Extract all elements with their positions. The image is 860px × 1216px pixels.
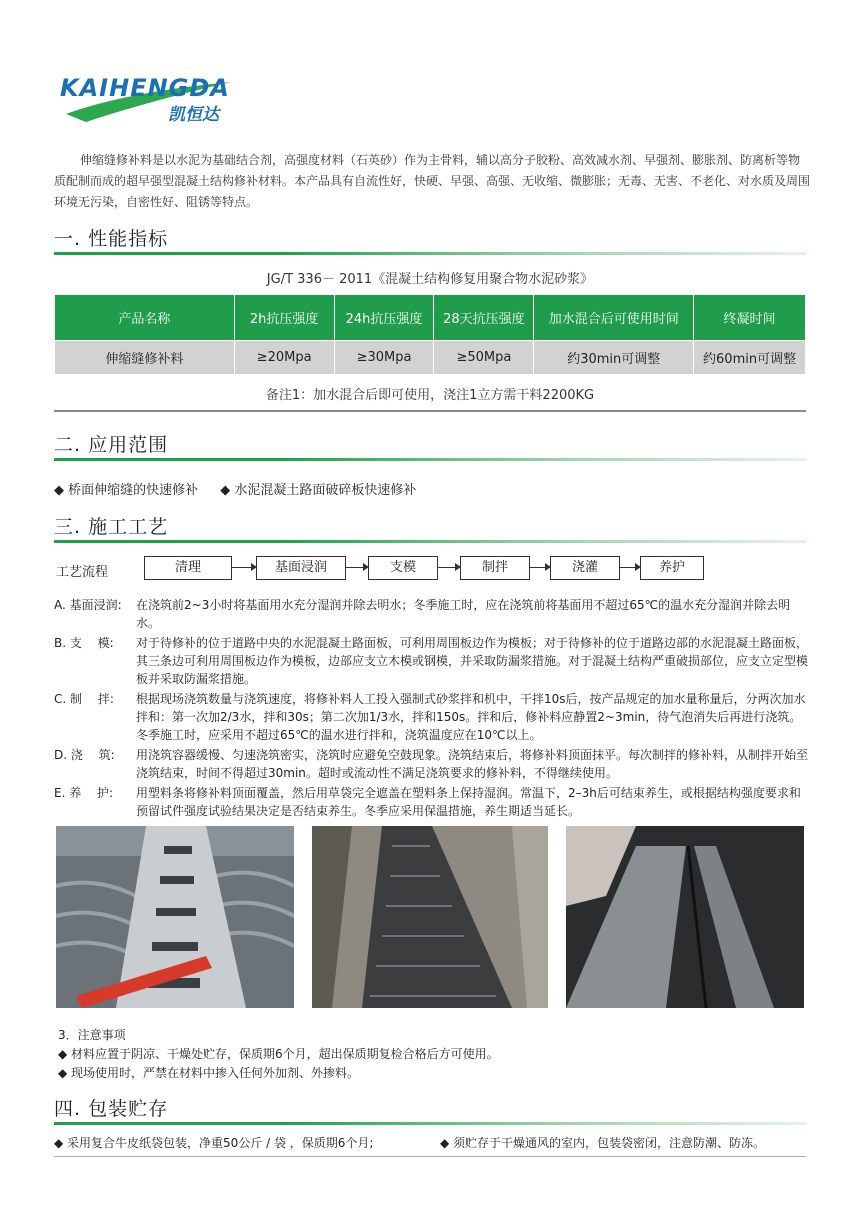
construction-step: [54, 784, 810, 820]
precaution-item: ◆ 材料应置于阴凉、干燥处贮存，保质期6个月，超出保质期复检合格后方可使用。: [58, 1047, 499, 1061]
step-key: E. 养 护:: [54, 786, 114, 800]
section-title-performance: 一. 性能指标: [54, 228, 169, 250]
intro-paragraph: 伸缩缝修补料是以水泥为基础结合剂，高强度材料（石英砂）作为主骨料，辅以高分子胶粉、高效减水剂、早强剂、膨胀剂、防离析等物质配制而成的超早强型混凝土结构修补材料。本产品具有自流性好，快硬、早强、高强、无收缩、微膨胀；无毒、无害、不老化、对水质及周围环境无污染，自密性好、阻锈等特点。: [54, 153, 811, 209]
step-key: D. 浇 筑:: [54, 748, 115, 762]
section-divider: [54, 1122, 806, 1125]
application-list: [54, 479, 416, 498]
arrow-right-icon: [232, 567, 256, 568]
step-text: 根据现场浇筑数量与浇筑速度，将修补料人工投入强制式砂浆拌和机中，干拌10s后，按产品规定的加水量称量后，分两次加水拌和：第一次加2/3水，拌和30s；第二次加1/3水，拌和150s。拌和后，修补料应静置2~3min，待气泡消失后再进行浇筑。冬季施工时，应采用不超过65℃的温水进行拌和，浇筑温度应在10℃以上。: [136, 692, 806, 742]
step-text: 用浇筑容器缓慢、匀速浇筑密实，浇筑时应避免空鼓现象。浇筑结束后，将修补料顶面抹平。每次制拌的修补料，从制拌开始至浇筑结束，时间不得超过30min。超时或流动性不满足浇筑要求的修补料，不得继续使用。: [136, 748, 809, 780]
step-text: 在浇筑前2~3小时将基面用水充分湿润并除去明水；冬季施工时，应在浇筑前将基面用不超过65℃的温水充分湿润并除去明水。: [136, 598, 791, 630]
step-text: 对于待修补的位于道路中央的水泥混凝土路面板，可利用周围板边作为模板；对于待修补的位于道路边部的水泥混凝土路面板，其三条边可利用周围板边作为模板，边部应支立木模或钢模，并采取防漏浆措施。对于混凝土结构严重破损部位，应支立定型模板并采取防漏浆措施。: [136, 636, 809, 686]
packaging-item: ◆ 采用复合牛皮纸袋包装，净重50公斤 / 袋 ，保质期6个月;: [54, 1136, 374, 1150]
process-step-box: 制拌: [460, 556, 530, 580]
spec-header: 产品名称: [55, 295, 235, 341]
section-divider: [54, 540, 806, 543]
process-flow-label: 工艺流程: [56, 565, 109, 580]
spec-cell: 约30min可调整: [534, 341, 694, 375]
step-key: B. 支 模:: [54, 636, 114, 650]
process-step-box: 基面浸润: [256, 556, 346, 580]
section-title-application: 二. 应用范围: [54, 434, 169, 456]
spec-table: [54, 294, 806, 375]
note-divider: [54, 410, 806, 412]
section-title-construction: 三. 施工工艺: [54, 516, 169, 538]
spec-header: 28天抗压强度: [434, 295, 534, 341]
construction-step: [54, 690, 810, 744]
spec-cell: 约60min可调整: [694, 341, 806, 375]
spec-header: 加水混合后可使用时间: [534, 295, 694, 341]
arrow-right-icon: [346, 567, 368, 568]
packaging-item: ◆ 须贮存于干燥通风的室内，包装袋密闭，注意防潮、防冻。: [440, 1136, 766, 1150]
construction-step: [54, 746, 810, 782]
spec-header: 24h抗压强度: [334, 295, 434, 341]
company-logo: [56, 62, 246, 132]
step-key: A. 基面浸润:: [54, 598, 122, 612]
process-step-box: 浇灌: [550, 556, 620, 580]
spec-cell: ≥50Mpa: [434, 341, 534, 375]
process-step-box: 支模: [368, 556, 438, 580]
spec-header: 终凝时间: [694, 295, 806, 341]
logo-text-en: KAIHENGDA: [60, 74, 230, 102]
spec-cell: ≥30Mpa: [334, 341, 434, 375]
logo-text-cn: 凯恒达: [168, 105, 219, 125]
expansion-joint-photo: [56, 826, 294, 1008]
repaired-road-photo: [566, 826, 804, 1008]
application-item: ◆ 水泥混凝土路面破碎板快速修补: [220, 483, 417, 498]
process-flow: [54, 556, 754, 582]
construction-step: [54, 596, 810, 632]
precautions-title: 3．注意事项: [58, 1028, 126, 1042]
construction-steps: [54, 596, 810, 822]
section-divider: [54, 252, 806, 255]
standard-title: JG/T 336－ 2011《混凝土结构修复用聚合物水泥砂浆》: [266, 272, 594, 287]
section-title-packaging: 四. 包装贮存: [54, 1098, 169, 1120]
footer-divider: [54, 1156, 806, 1157]
application-item: ◆ 桥面伸缩缝的快速修补: [54, 483, 199, 498]
joint-installation-photo: [312, 826, 548, 1008]
arrow-right-icon: [438, 567, 460, 568]
process-step-box: 养护: [640, 556, 704, 580]
step-key: C. 制 拌:: [54, 692, 114, 706]
table-note: 备注1：加水混合后即可使用，浇注1立方需干料2200KG: [265, 388, 595, 403]
step-text: 用塑料条将修补料顶面覆盖，然后用草袋完全遮盖在塑料条上保持湿润。常温下，2–3h后可结束养生，或根据结构强度要求和预留试件强度试验结果决定是否结束养生。冬季应采用保温措施，养生期适当延长。: [136, 786, 801, 818]
arrow-right-icon: [620, 567, 640, 568]
spec-table-header-row: [55, 295, 806, 341]
precautions: [58, 1026, 499, 1083]
spec-table-row: [55, 341, 806, 375]
section-divider: [54, 458, 806, 461]
spec-header: 2h抗压强度: [234, 295, 334, 341]
construction-step: [54, 634, 810, 688]
spec-cell: 伸缩缝修补料: [55, 341, 235, 375]
spec-cell: ≥20Mpa: [234, 341, 334, 375]
arrow-right-icon: [530, 567, 550, 568]
precaution-item: ◆ 现场使用时，严禁在材料中掺入任何外加剂、外掺料。: [58, 1066, 360, 1080]
process-step-box: 清理: [144, 556, 232, 580]
